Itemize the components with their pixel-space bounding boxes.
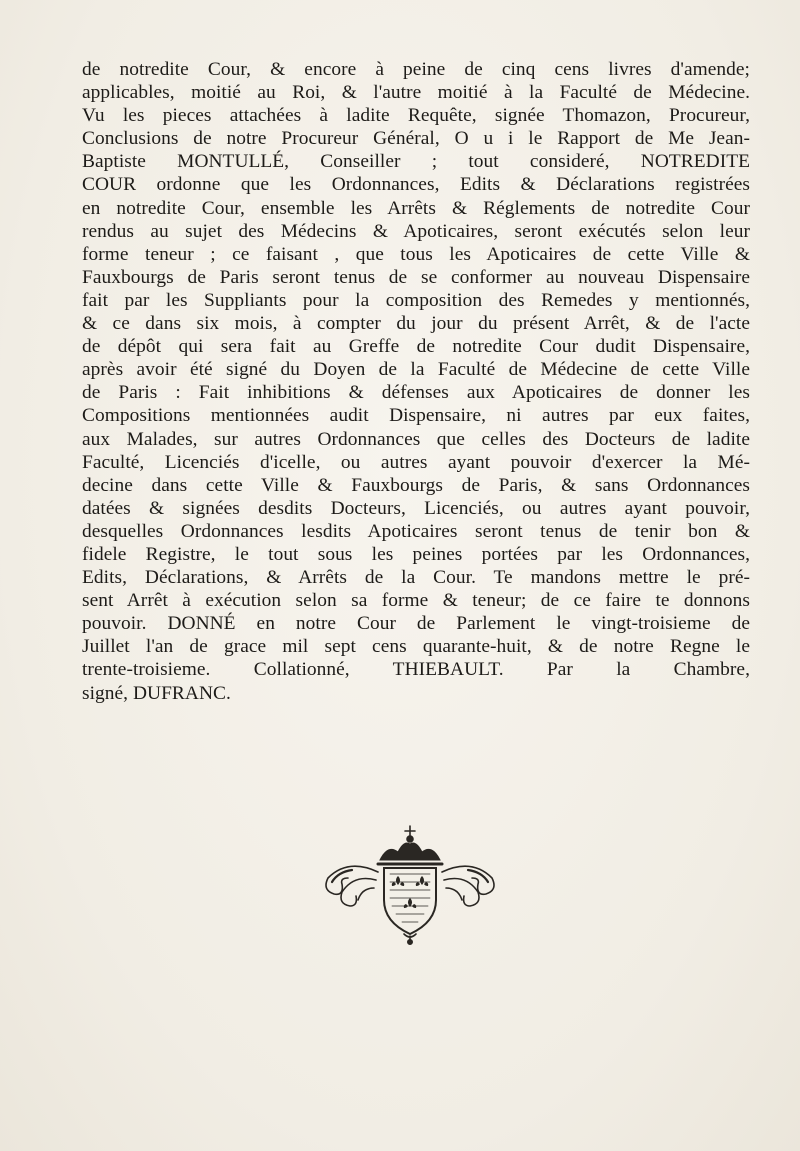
text-line-21: desquelles Ordonnances lesdits Apoticaires seront tenus de tenir bon & bbox=[82, 520, 750, 542]
text-line-3: Vu les pieces attachées à ladite Requête, signée Thomazon, Procureur, bbox=[82, 105, 750, 127]
text-line-2: applicables, moitié au Roi, & l'autre moitié à la Faculté de Médecine. bbox=[82, 82, 750, 104]
text-line-20: datées & signées desdits Docteurs, Licenciés, ou autres ayant pouvoir, bbox=[82, 497, 750, 519]
text-line-11: fait par les Suppliants pour la composition des Remedes y mentionnés, bbox=[82, 289, 750, 311]
text-line-15: de Paris : Fait inhibitions & défenses aux Apoticaires de donner les bbox=[82, 382, 750, 404]
text-line-6: COUR ordonne que les Ordonnances, Edits & Déclarations registrées bbox=[82, 174, 750, 196]
text-line-4: Conclusions de notre Procureur Général, O u i le Rapport de Me Jean- bbox=[82, 128, 750, 150]
text-line-23: Edits, Déclarations, & Arrêts de la Cour. Te mandons mettre le pré- bbox=[82, 567, 750, 589]
royal-crowned-fleur-de-lis-vignette-icon bbox=[318, 822, 502, 946]
text-line-22: fidele Registre, le tout sous les peines portées par les Ordonnances, bbox=[82, 543, 750, 565]
text-line-10: Fauxbourgs de Paris seront tenus de se conformer au nouveau Dispensaire bbox=[82, 266, 750, 288]
body-text bbox=[82, 58, 750, 705]
text-line-17: aux Malades, sur autres Ordonnances que celles des Docteurs de ladite bbox=[82, 428, 750, 450]
text-line-24: sent Arrêt à exécution selon sa forme & teneur; de ce faire te donnons bbox=[82, 590, 750, 612]
text-line-27: trente-troisieme. Collationné, THIEBAULT. Par la Chambre, bbox=[82, 659, 750, 681]
text-line-8: rendus au sujet des Médecins & Apoticaires, seront exécutés selon leur bbox=[82, 220, 750, 242]
text-line-26: Juillet l'an de grace mil sept cens quarante-huit, & de notre Regne le bbox=[82, 636, 750, 658]
text-line-19: decine dans cette Ville & Fauxbourgs de Paris, & sans Ordonnances bbox=[82, 474, 750, 496]
text-line-7: en notredite Cour, ensemble les Arrêts & Réglements de notredite Cour bbox=[82, 197, 750, 219]
text-line-14: après avoir été signé du Doyen de la Faculté de Médecine de cette Ville bbox=[82, 359, 750, 381]
text-line-5: Baptiste MONTULLÉ, Conseiller ; tout consideré, NOTREDITE bbox=[82, 151, 750, 173]
text-line-9: forme teneur ; ce faisant , que tous les Apoticaires de cette Ville & bbox=[82, 243, 750, 265]
text-line-28: signé, DUFRANC. bbox=[82, 682, 231, 704]
text-line-18: Faculté, Licenciés d'icelle, ou autres ayant pouvoir d'exercer la Mé- bbox=[82, 451, 750, 473]
text-line-12: & ce dans six mois, à compter du jour du présent Arrêt, & de l'acte bbox=[82, 313, 750, 335]
text-line-16: Compositions mentionnées audit Dispensaire, ni autres par eux faites, bbox=[82, 405, 750, 427]
text-line-25: pouvoir. DONNÉ en notre Cour de Parlement le vingt-troisieme de bbox=[82, 613, 750, 635]
text-line-1: de notredite Cour, & encore à peine de cinq cens livres d'amende; bbox=[82, 59, 750, 80]
text-line-13: de dépôt qui sera fait au Greffe de notredite Cour dudit Dispensaire, bbox=[82, 336, 750, 358]
